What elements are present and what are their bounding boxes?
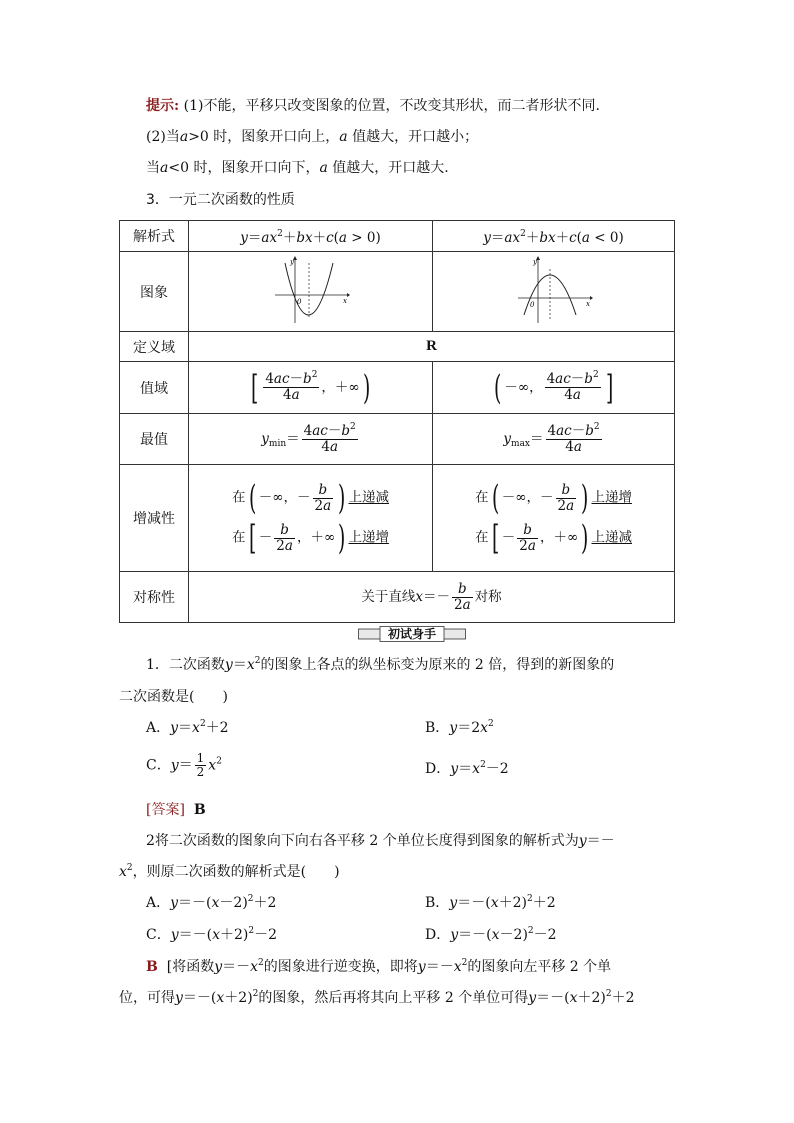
svg-text:x: x <box>342 296 347 305</box>
hint-label: 提示: <box>146 98 180 114</box>
min-value: $y_{min}=$ $\frac{4ac-b^2}{4a}$ <box>189 414 433 465</box>
row-header: 图象 <box>120 252 189 332</box>
q1-stem: 1．二次函数$y=x^2$的图象上各点的纵坐标变为原来的 2 倍，得到的新图象的 <box>146 656 615 673</box>
graph-downward-cell <box>433 252 675 332</box>
q2-answer-letter: B <box>146 959 158 975</box>
q2-option-d: D．$y=-(x-2)^2-2$ <box>425 926 557 943</box>
monotonicity-a-positive: 在( －∞，－ $\frac{b}{2a}$ ) 上递减 在[ － $\frac{b}{2a}$ ，＋∞) 上递增 <box>189 465 433 572</box>
q1-stem-2: 二次函数是( ) <box>119 689 228 705</box>
row-header: 增减性 <box>120 465 189 572</box>
svg-text:0: 0 <box>296 297 301 306</box>
row-header: 定义域 <box>120 332 189 362</box>
q2-option-a: A．$y=-(x-2)^2+2$ <box>146 894 277 911</box>
hint-line-3: 当a<0 时，图象开口向下，a 值越大，开口越大. <box>146 160 449 176</box>
q2-option-b: B．$y=-(x+2)^2+2$ <box>425 894 556 911</box>
q1-answer <box>146 800 206 820</box>
svg-text:y: y <box>532 257 537 266</box>
row-header: 最值 <box>120 414 189 465</box>
upward-parabola-graph <box>271 255 351 325</box>
range-a-positive: [ $\frac{4ac-b^2}{4a}$ ，＋∞) <box>189 362 433 414</box>
formula-a-positive: $y=ax^2+bx+c(a > 0)$ <box>189 221 433 252</box>
range-a-negative: ( －∞， $\frac{4ac-b^2}{4a}$ ] <box>433 362 675 414</box>
svg-text:y: y <box>289 257 294 266</box>
properties-table <box>119 220 675 623</box>
downward-parabola-graph <box>514 255 594 325</box>
answer-label: [答案] <box>146 802 185 818</box>
q2-stem-2: $x^2$，则原二次函数的解析式是( ) <box>119 863 340 880</box>
max-value: $y_{max}=$ $\frac{4ac-b^2}{4a}$ <box>433 414 675 465</box>
symmetry-value: 关于直线x＝－ $\frac{b}{2a}$ 对称 <box>189 572 675 623</box>
svg-text:x: x <box>585 299 590 308</box>
table-row <box>120 221 675 252</box>
formula-a-negative: $y=ax^2+bx+c(a < 0)$ <box>433 221 675 252</box>
q1-option-b: B．$y=2x^2$ <box>425 719 494 736</box>
q1-option-a: A．$y=x^2+2$ <box>146 719 229 736</box>
section-banner <box>358 626 466 642</box>
q1-option-d: D．$y=x^2-2$ <box>425 760 509 777</box>
table-row <box>120 332 675 362</box>
q2-explanation-1: B [将函数$y=-x^2$的图象进行逆变换，即将$y=-x^2$的图象向左平移 2 个单 <box>146 958 612 975</box>
table-row <box>120 362 675 414</box>
svg-text:0: 0 <box>529 300 534 309</box>
row-header: 解析式 <box>120 221 189 252</box>
graph-upward-cell <box>189 252 433 332</box>
table-row <box>120 252 675 332</box>
monotonicity-a-negative: 在( －∞，－ $\frac{b}{2a}$ ) 上递增 在[ － $\frac{b}{2a}$ ，＋∞) 上递减 <box>433 465 675 572</box>
row-header: 对称性 <box>120 572 189 623</box>
domain-value: R <box>189 332 675 362</box>
row-header: 值域 <box>120 362 189 414</box>
answer-value: B <box>193 802 206 818</box>
table-row <box>120 414 675 465</box>
section-title: 3．一元二次函数的性质 <box>146 192 295 208</box>
q2-option-c: C．$y=-(x+2)^2-2$ <box>146 926 278 943</box>
q2-explanation-2: 位，可得$y=-(x+2)^2$的图象，然后再将其向上平移 2 个单位可得$y=-(x+2)^2+2$ <box>119 989 635 1006</box>
hint-line-1 <box>146 96 600 116</box>
q1-option-c: C．y＝ $\frac{1}{2}$ $x^2$ <box>146 751 222 779</box>
banner-label: 初试身手 <box>387 627 436 641</box>
q2-stem: 2将二次函数的图象向下向右各平移 2 个单位长度得到图象的解析式为y＝－ <box>146 833 615 849</box>
table-row <box>120 572 675 623</box>
hint-line-2: (2)当a>0 时，图象开口向上，a 值越大，开口越小； <box>146 129 479 145</box>
table-row <box>120 465 675 572</box>
hint-text-1: (1)不能，平移只改变图象的位置，不改变其形状，而二者形状不同. <box>183 98 600 114</box>
